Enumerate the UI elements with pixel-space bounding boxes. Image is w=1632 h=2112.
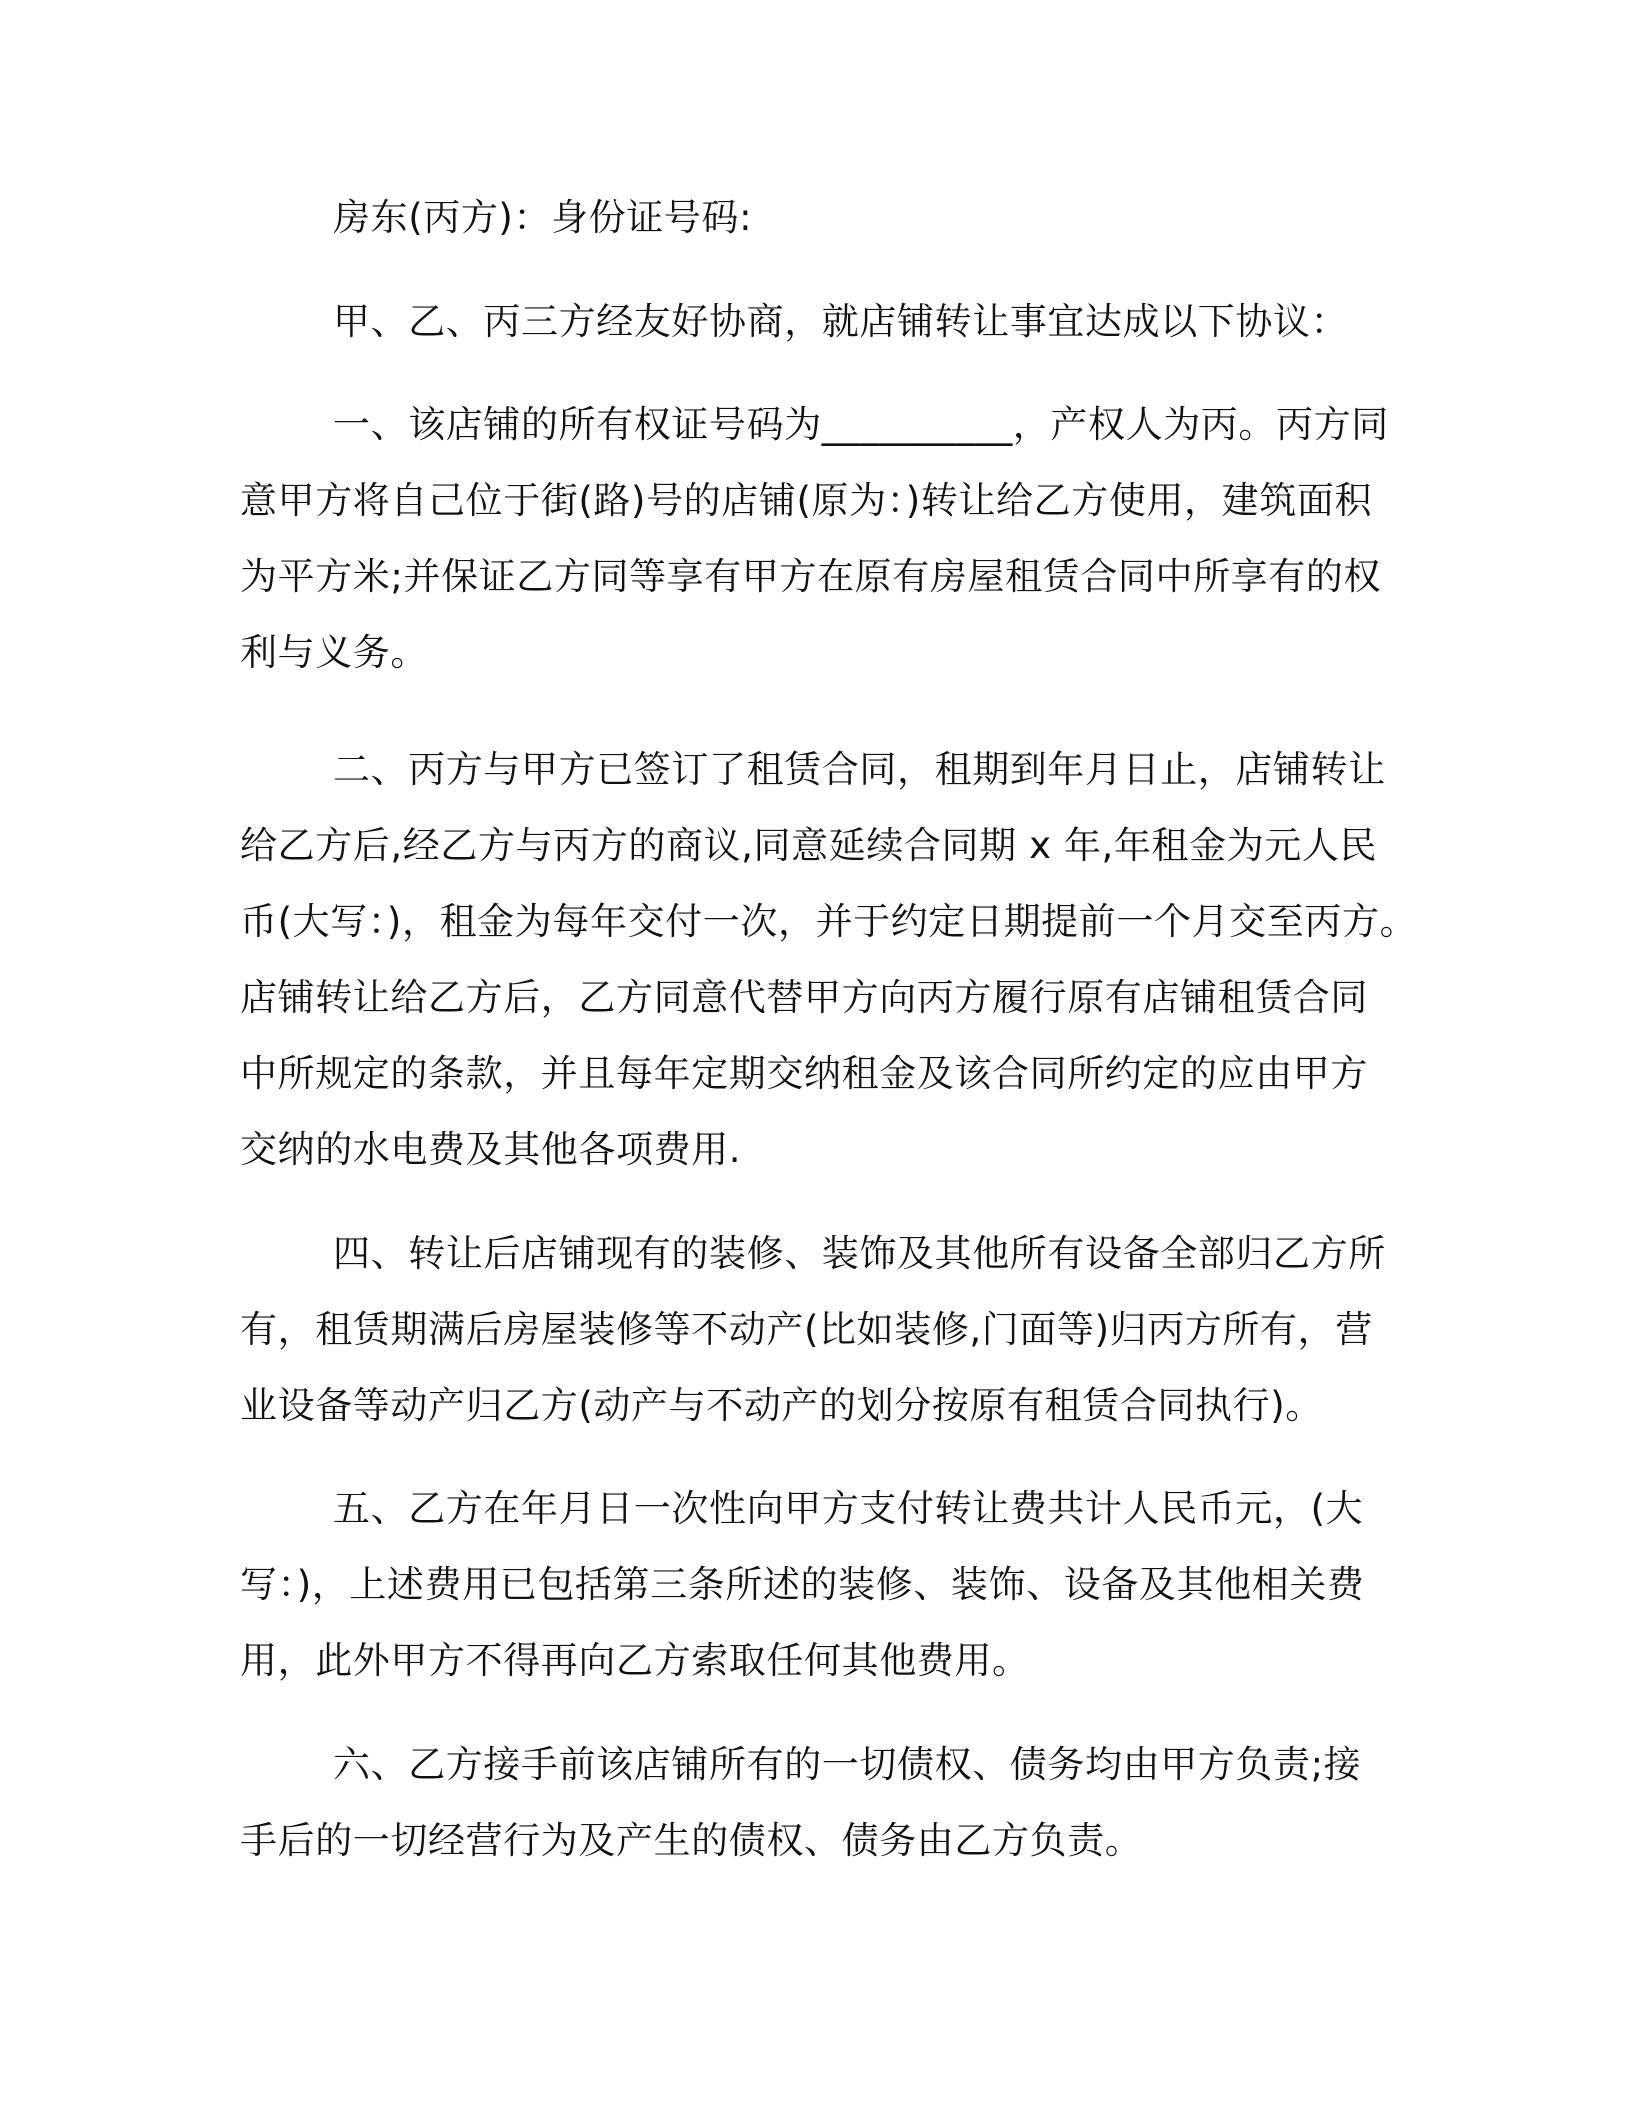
text-line: 给乙方后,经乙方与丙方的商议,同意延续合同期 x 年,年租金为元人民 [240,824,1378,867]
text-line: 二、丙方与甲方已签订了租赁合同，租期到年月日止，店铺转让 [333,748,1386,791]
clause-two-paragraph [240,732,1440,1188]
agreement-intro-paragraph [240,284,1440,360]
clause-five-paragraph [240,1471,1440,1699]
text-line: 交纳的水电费及其他各项费用. [240,1128,742,1171]
landlord-id-line [240,180,1440,256]
clause-four-paragraph [240,1216,1440,1444]
text-line: 手后的一切经营行为及产生的债权、债务由乙方负责。 [240,1819,1143,1862]
text-line: 一、该店铺的所有权证号码为__________，产权人为丙。丙方同 [333,403,1389,446]
text-line: 写：)，上述费用已包括第三条所述的装修、装饰、设备及其他相关费 [240,1563,1365,1606]
text-line: 意甲方将自己位于街(路)号的店铺(原为：)转让给乙方使用，建筑面积 [240,479,1373,522]
text-line: 业设备等动产归乙方(动产与不动产的划分按原有租赁合同执行)。 [240,1384,1323,1427]
text-line: 五、乙方在年月日一次性向甲方支付转让费共计人民币元，(大 [333,1487,1364,1530]
text-line: 四、转让后店铺现有的装修、装饰及其他所有设备全部归乙方所 [333,1232,1386,1275]
text-line: 用，此外甲方不得再向乙方索取任何其他费用。 [240,1639,1030,1682]
text-line: 房东(丙方)：身份证号码: [333,196,753,239]
text-line: 币(大写：)，租金为每年交付一次，并于约定日期提前一个月交至丙方。 [240,900,1418,943]
text-line: 利与义务。 [240,631,428,674]
clause-one-paragraph [240,387,1440,691]
clause-six-paragraph [240,1727,1440,1879]
text-line: 有，租赁期满后房屋装修等不动产(比如装修,门面等)归丙方所有，营 [240,1308,1373,1351]
text-line: 为平方米;并保证乙方同等享有甲方在原有房屋租赁合同中所享有的权 [240,555,1382,598]
text-line: 六、乙方接手前该店铺所有的一切债权、债务均由甲方负责;接 [333,1743,1362,1786]
text-line: 店铺转让给乙方后，乙方同意代替甲方向丙方履行原有店铺租赁合同 [240,976,1368,1019]
text-line: 中所规定的条款，并且每年定期交纳租金及该合同所约定的应由甲方 [240,1052,1368,1095]
text-line: 甲、乙、丙三方经友好协商，就店铺转让事宜达成以下协议： [333,300,1349,343]
